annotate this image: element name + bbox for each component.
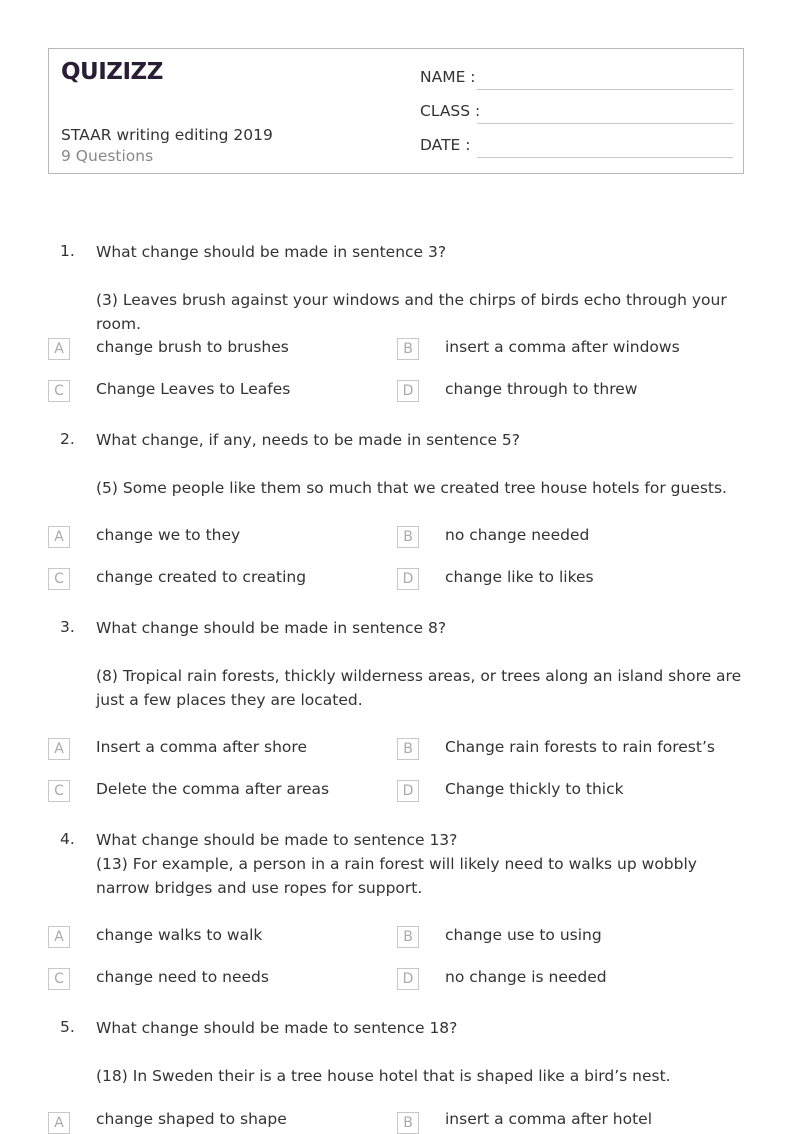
class-line <box>477 123 733 124</box>
option-text[interactable]: change created to creating <box>96 568 307 586</box>
option-letter-a[interactable]: A <box>48 338 70 360</box>
option-letter-a[interactable]: A <box>48 738 70 760</box>
class-label: CLASS : <box>420 102 481 120</box>
option-letter-d[interactable]: D <box>397 780 419 802</box>
option-text[interactable]: change through to threw <box>445 380 638 398</box>
date-label: DATE : <box>420 136 471 154</box>
quizizz-logo: QUIZIZZ <box>61 59 163 85</box>
option-letter-b[interactable]: B <box>397 526 419 548</box>
question-detail: (5) Some people like them so much that we created tree house hotels for guests. <box>96 479 727 497</box>
option-text[interactable]: change we to they <box>96 526 241 544</box>
question-prompt: What change should be made to sentence 13? <box>96 831 458 849</box>
option-letter-b[interactable]: B <box>397 1112 419 1134</box>
worksheet-title: STAAR writing editing 2019 <box>61 126 273 144</box>
option-letter-d[interactable]: D <box>397 968 419 990</box>
option-letter-c[interactable]: C <box>48 568 70 590</box>
question-prompt: What change should be made in sentence 8? <box>96 619 447 637</box>
option-letter-b[interactable]: B <box>397 926 419 948</box>
option-text[interactable]: change shaped to shape <box>96 1110 287 1128</box>
question-detail: (18) In Sweden their is a tree house hotel that is shaped like a bird’s nest. <box>96 1067 671 1085</box>
question-prompt: What change should be made to sentence 18? <box>96 1019 458 1037</box>
option-text[interactable]: no change needed <box>445 526 590 544</box>
option-text[interactable]: Insert a comma after shore <box>96 738 307 756</box>
option-letter-a[interactable]: A <box>48 1112 70 1134</box>
worksheet-header <box>48 48 744 174</box>
question-number: 2. <box>60 430 75 448</box>
option-letter-d[interactable]: D <box>397 568 419 590</box>
question-prompt: What change, if any, needs to be made in sentence 5? <box>96 431 521 449</box>
option-text[interactable]: change need to needs <box>96 968 269 986</box>
option-text[interactable]: change walks to walk <box>96 926 263 944</box>
option-letter-c[interactable]: C <box>48 380 70 402</box>
question-detail: (3) Leaves brush against your windows and the chirps of birds echo through your room. <box>96 291 727 333</box>
question-number: 4. <box>60 830 75 848</box>
question-count: 9 Questions <box>61 147 154 165</box>
option-text[interactable]: insert a comma after hotel <box>445 1110 652 1128</box>
question-number: 3. <box>60 618 75 636</box>
question-detail: (8) Tropical rain forests, thickly wilderness areas, or trees along an island shore are just a few places they are located. <box>96 667 742 709</box>
question-prompt: What change should be made in sentence 3? <box>96 243 447 261</box>
name-line <box>477 89 733 90</box>
option-text[interactable]: Change thickly to thick <box>445 780 624 798</box>
question-number: 5. <box>60 1018 75 1036</box>
option-letter-c[interactable]: C <box>48 968 70 990</box>
option-text[interactable]: change like to likes <box>445 568 594 586</box>
question-number: 1. <box>60 242 75 260</box>
option-text[interactable]: no change is needed <box>445 968 607 986</box>
name-label: NAME : <box>420 68 476 86</box>
option-text[interactable]: Change rain forests to rain forest’s <box>445 738 715 756</box>
option-letter-d[interactable]: D <box>397 380 419 402</box>
date-line <box>477 157 733 158</box>
option-text[interactable]: Delete the comma after areas <box>96 780 330 798</box>
option-text[interactable]: change use to using <box>445 926 602 944</box>
option-text[interactable]: change brush to brushes <box>96 338 289 356</box>
option-letter-a[interactable]: A <box>48 926 70 948</box>
question-detail: (13) For example, a person in a rain forest will likely need to walks up wobbly narrow bridges and use ropes for support. <box>96 855 697 897</box>
option-text[interactable]: Change Leaves to Leafes <box>96 380 291 398</box>
option-letter-c[interactable]: C <box>48 780 70 802</box>
option-letter-b[interactable]: B <box>397 338 419 360</box>
option-text[interactable]: insert a comma after windows <box>445 338 680 356</box>
option-letter-a[interactable]: A <box>48 526 70 548</box>
option-letter-b[interactable]: B <box>397 738 419 760</box>
